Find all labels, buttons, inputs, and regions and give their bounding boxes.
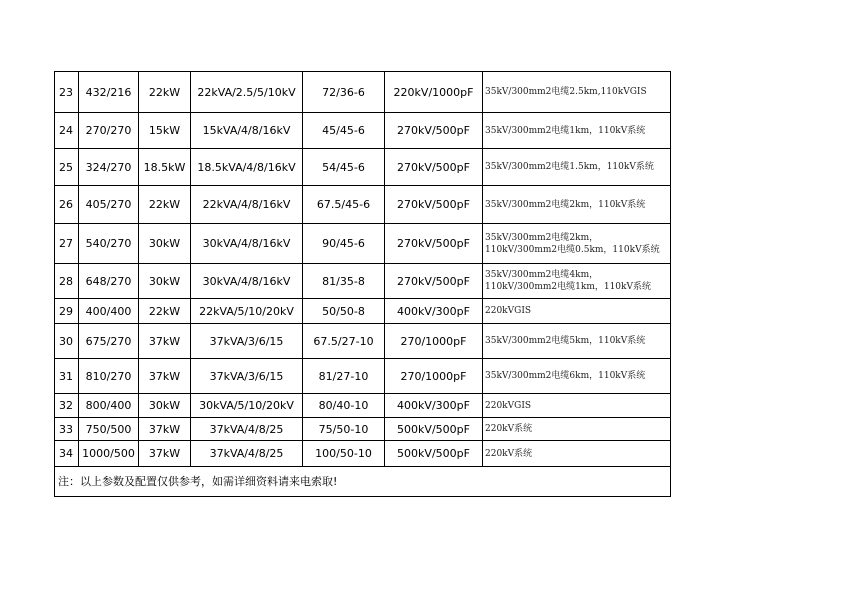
cell-note: 35kV/300mm2电缆4km，110kV/300mm2电缆1km，110kV系统 (483, 264, 671, 299)
cell-power: 18.5kW (139, 149, 191, 186)
cell-reactor: 54/45-6 (303, 149, 385, 186)
cell-power: 37kW (139, 441, 191, 467)
cell-reactor: 75/50-10 (303, 418, 385, 441)
cell-rating: 810/270 (79, 359, 139, 394)
cell-note: 35kV/300mm2电缆1.5km，110kV系统 (483, 149, 671, 186)
table-row (55, 359, 671, 394)
cell-power: 30kW (139, 394, 191, 418)
table-row (55, 186, 671, 224)
cell-exciter: 30kVA/5/10/20kV (191, 394, 303, 418)
cell-note: 35kV/300mm2电缆1km，110kV系统 (483, 113, 671, 149)
table-body (55, 72, 671, 497)
cell-note: 220kVGIS (483, 394, 671, 418)
cell-rating: 432/216 (79, 72, 139, 113)
cell-reactor: 80/40-10 (303, 394, 385, 418)
spec-table (54, 71, 671, 497)
cell-rating: 400/400 (79, 299, 139, 324)
table-row (55, 299, 671, 324)
cell-reactor: 45/45-6 (303, 113, 385, 149)
table-row (55, 394, 671, 418)
cell-no: 30 (55, 324, 79, 359)
cell-rating: 1000/500 (79, 441, 139, 467)
cell-reactor: 67.5/45-6 (303, 186, 385, 224)
cell-power: 37kW (139, 324, 191, 359)
cell-rating: 270/270 (79, 113, 139, 149)
table-row (55, 264, 671, 299)
cell-exciter: 30kVA/4/8/16kV (191, 224, 303, 264)
cell-note: 220kVGIS (483, 299, 671, 324)
cell-divider: 500kV/500pF (385, 441, 483, 467)
cell-reactor: 81/35-8 (303, 264, 385, 299)
table-row (55, 113, 671, 149)
cell-divider: 270kV/500pF (385, 149, 483, 186)
cell-rating: 648/270 (79, 264, 139, 299)
cell-no: 25 (55, 149, 79, 186)
cell-exciter: 15kVA/4/8/16kV (191, 113, 303, 149)
cell-power: 15kW (139, 113, 191, 149)
cell-power: 22kW (139, 186, 191, 224)
cell-note: 220kV系统 (483, 441, 671, 467)
cell-exciter: 18.5kVA/4/8/16kV (191, 149, 303, 186)
cell-exciter: 37kVA/4/8/25 (191, 418, 303, 441)
cell-divider: 270kV/500pF (385, 224, 483, 264)
cell-rating: 324/270 (79, 149, 139, 186)
cell-no: 31 (55, 359, 79, 394)
footnote: 注：以上参数及配置仅供参考，如需详细资料请来电索取! (55, 467, 671, 497)
cell-power: 30kW (139, 264, 191, 299)
cell-rating: 800/400 (79, 394, 139, 418)
cell-divider: 270/1000pF (385, 324, 483, 359)
cell-no: 27 (55, 224, 79, 264)
cell-divider: 220kV/1000pF (385, 72, 483, 113)
cell-exciter: 37kVA/4/8/25 (191, 441, 303, 467)
cell-note: 35kV/300mm2电缆2km，110kV系统 (483, 186, 671, 224)
cell-divider: 270/1000pF (385, 359, 483, 394)
cell-power: 22kW (139, 72, 191, 113)
cell-exciter: 30kVA/4/8/16kV (191, 264, 303, 299)
cell-no: 29 (55, 299, 79, 324)
table-row (55, 72, 671, 113)
cell-power: 30kW (139, 224, 191, 264)
cell-no: 32 (55, 394, 79, 418)
cell-divider: 400kV/300pF (385, 299, 483, 324)
table-row (55, 224, 671, 264)
cell-rating: 540/270 (79, 224, 139, 264)
cell-exciter: 22kVA/4/8/16kV (191, 186, 303, 224)
cell-rating: 675/270 (79, 324, 139, 359)
cell-reactor: 90/45-6 (303, 224, 385, 264)
cell-exciter: 22kVA/5/10/20kV (191, 299, 303, 324)
cell-no: 34 (55, 441, 79, 467)
cell-rating: 750/500 (79, 418, 139, 441)
cell-divider: 270kV/500pF (385, 186, 483, 224)
cell-no: 24 (55, 113, 79, 149)
cell-reactor: 100/50-10 (303, 441, 385, 467)
cell-divider: 500kV/500pF (385, 418, 483, 441)
cell-reactor: 50/50-8 (303, 299, 385, 324)
table-row (55, 324, 671, 359)
cell-divider: 270kV/500pF (385, 264, 483, 299)
cell-power: 22kW (139, 299, 191, 324)
footnote-row (55, 467, 671, 497)
table-row (55, 441, 671, 467)
cell-exciter: 37kVA/3/6/15 (191, 324, 303, 359)
cell-divider: 400kV/300pF (385, 394, 483, 418)
cell-note: 35kV/300mm2电缆2.5km,110kVGIS (483, 72, 671, 113)
cell-power: 37kW (139, 359, 191, 394)
cell-reactor: 67.5/27-10 (303, 324, 385, 359)
cell-note: 35kV/300mm2电缆5km，110kV系统 (483, 324, 671, 359)
cell-note: 35kV/300mm2电缆6km，110kV系统 (483, 359, 671, 394)
cell-no: 28 (55, 264, 79, 299)
cell-power: 37kW (139, 418, 191, 441)
cell-divider: 270kV/500pF (385, 113, 483, 149)
cell-no: 33 (55, 418, 79, 441)
cell-reactor: 72/36-6 (303, 72, 385, 113)
cell-no: 26 (55, 186, 79, 224)
table-row (55, 149, 671, 186)
cell-no: 23 (55, 72, 79, 113)
cell-exciter: 22kVA/2.5/5/10kV (191, 72, 303, 113)
cell-rating: 405/270 (79, 186, 139, 224)
cell-exciter: 37kVA/3/6/15 (191, 359, 303, 394)
cell-note: 220kV系统 (483, 418, 671, 441)
cell-reactor: 81/27-10 (303, 359, 385, 394)
cell-note: 35kV/300mm2电缆2km，110kV/300mm2电缆0.5km，110kV系统 (483, 224, 671, 264)
table-row (55, 418, 671, 441)
